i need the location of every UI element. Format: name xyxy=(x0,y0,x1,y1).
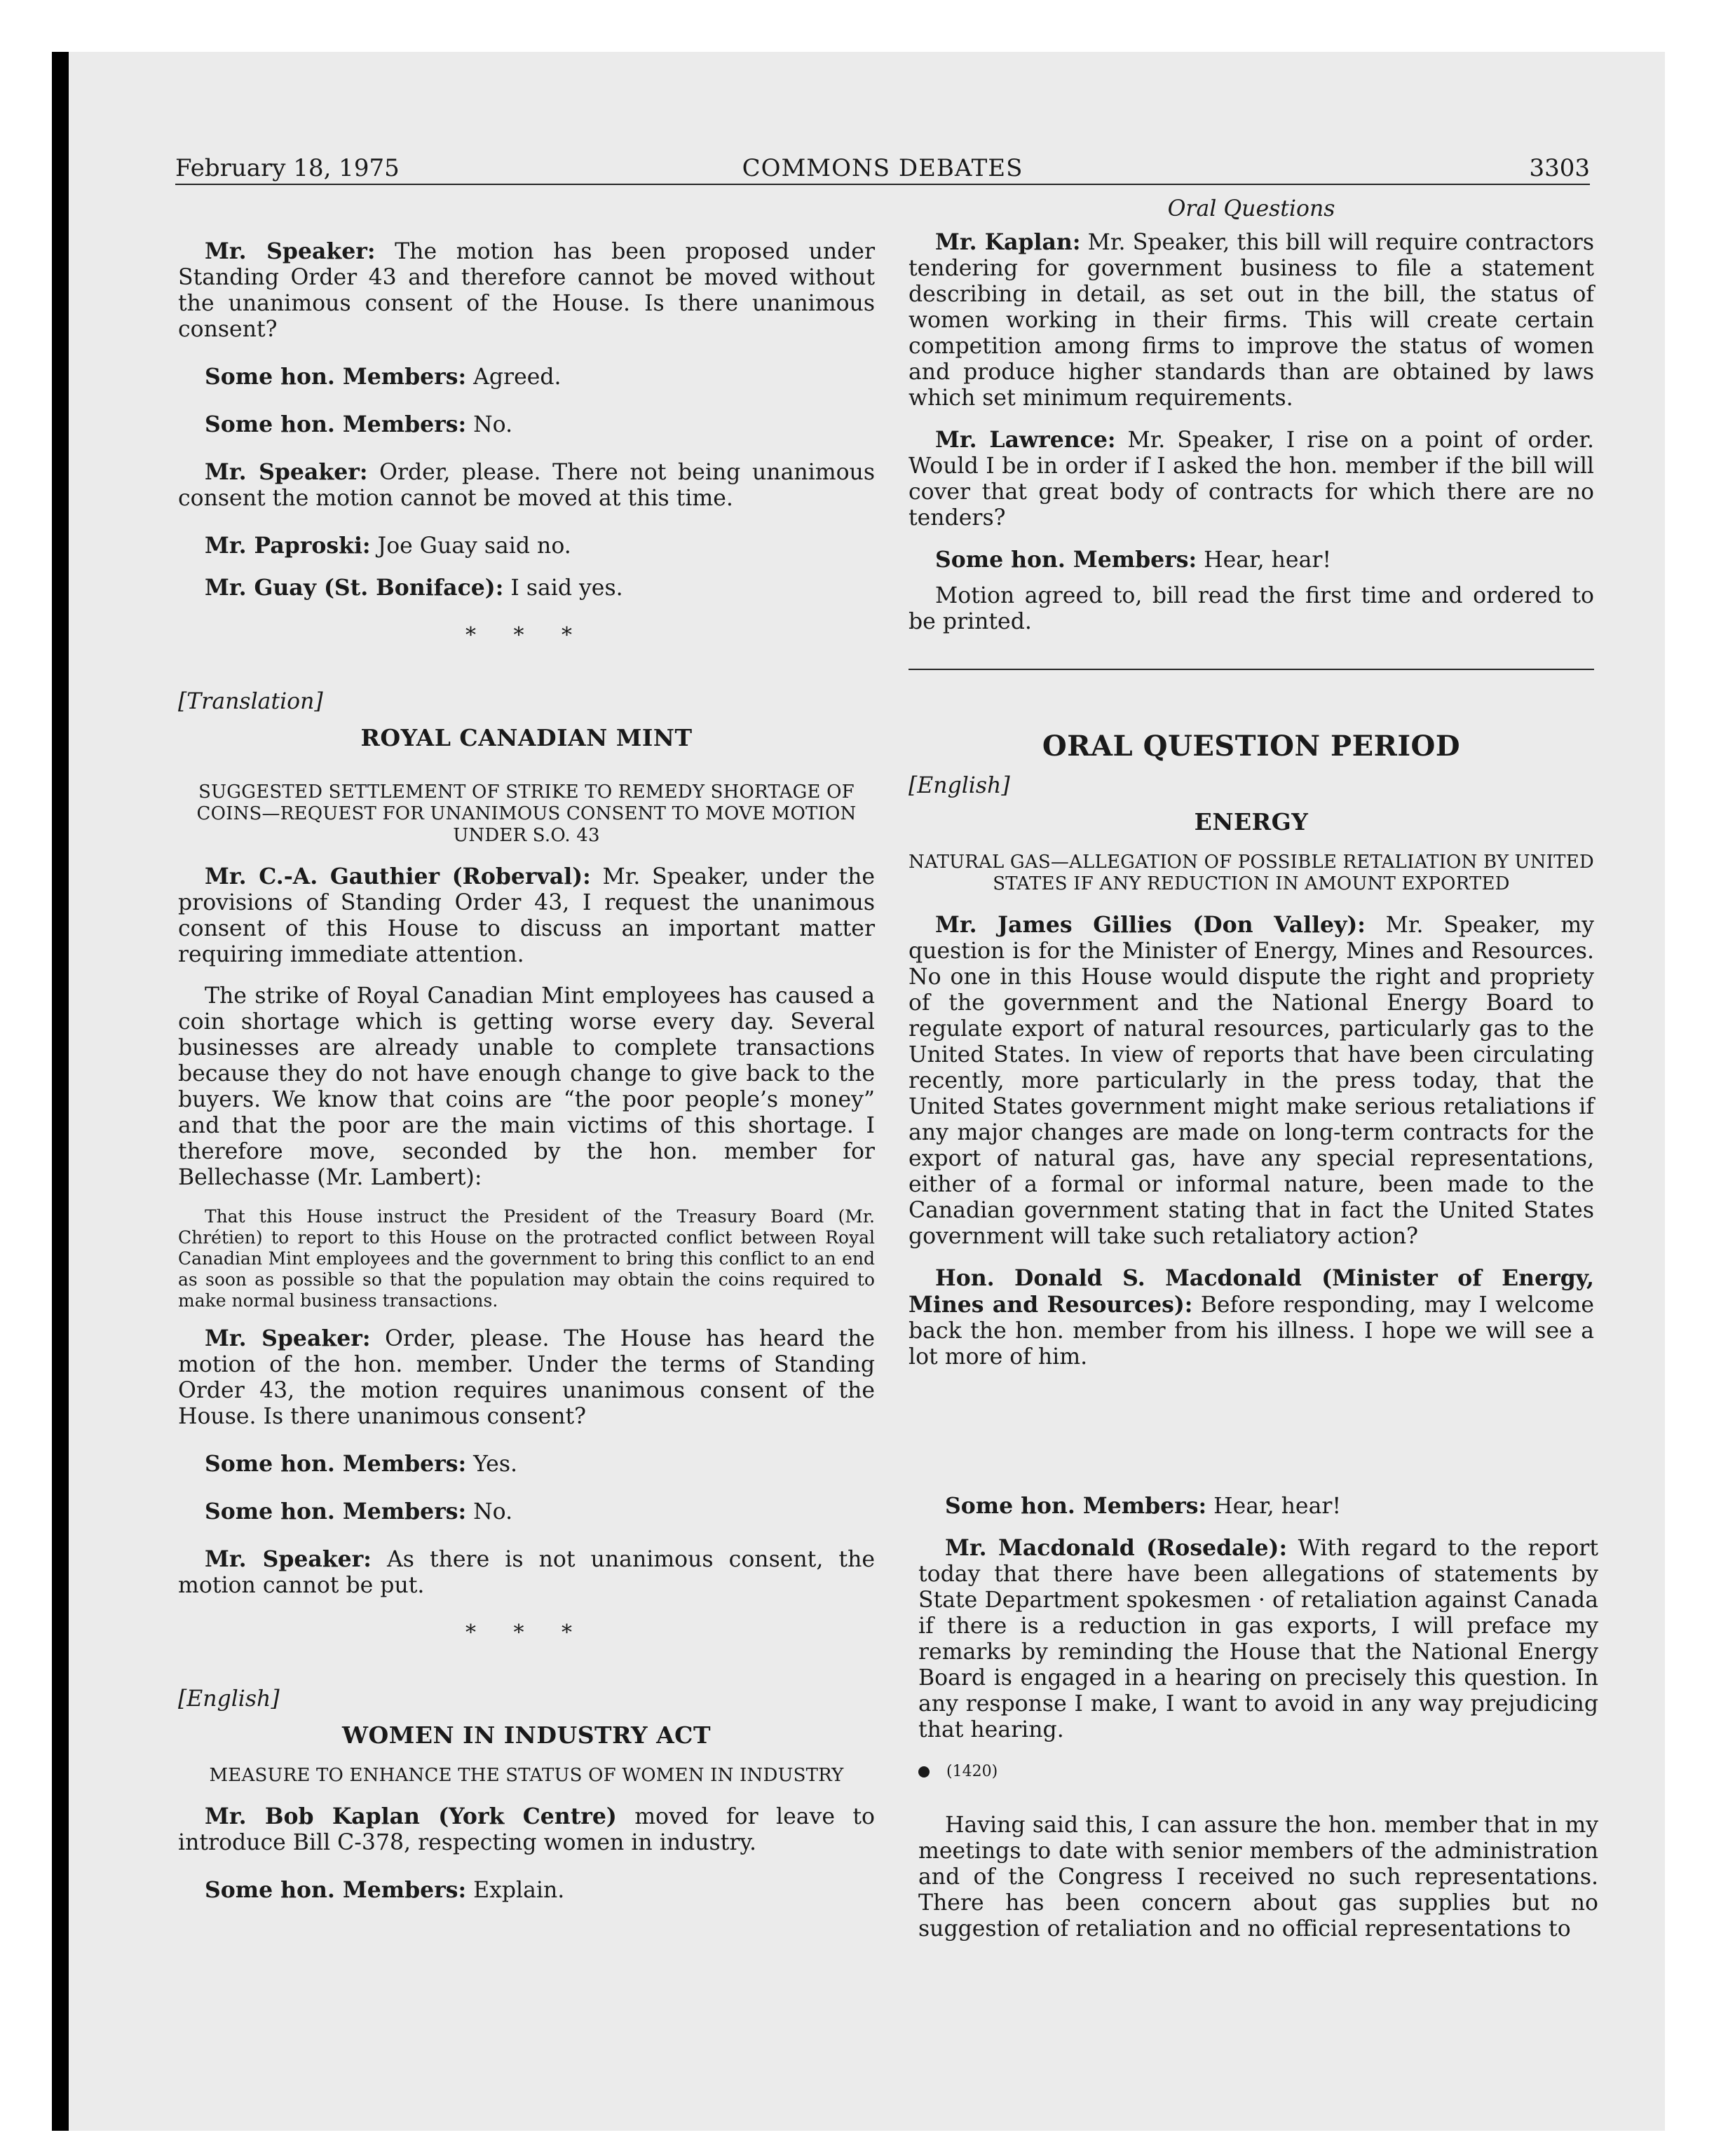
speech-text: No. xyxy=(466,412,513,437)
speech-text: moved for leave to introduce Bill C-378, respecting women in industry. xyxy=(178,1804,875,1855)
section-heading: ENERGY xyxy=(1194,808,1309,835)
speech-text: Yes. xyxy=(466,1452,517,1477)
paragraph xyxy=(918,1535,1598,1743)
section-subheading: NATURAL GAS—ALLEGATION OF POSSIBLE RETALIATION BY UNITED STATES IF ANY REDUCTION IN AMOUNT EXPORTED xyxy=(909,852,1594,894)
speaker-name: Mr. Speaker: xyxy=(205,1546,372,1572)
paragraph: Having said this, I can assure the hon. member that in my meetings to date with senior members of the administration and of the Congress I received no such representations. There has been concern about gas supplies but no suggestion of retaliation and no official representations to xyxy=(918,1813,1598,1942)
page-number: 3303 xyxy=(1529,154,1590,182)
speaker-name: Mr. Lawrence: xyxy=(935,427,1116,453)
speech-text: Mr. Speaker, I rise on a point of order. Would I be in order if I asked the hon. member if the bill will cover that great body of contracts for which there are no tenders? xyxy=(909,428,1594,531)
paragraph: The strike of Royal Canadian Mint employees has caused a coin shortage which is getting worse every day. Several businesses are already unable to complete transactions because they do not have enough change to give back to the buyers. We know that coins are “the poor people’s money” and that the poor are the main victims of this shortage. I therefore move, seconded by the hon. member for Bellechasse (Mr. Lambert): xyxy=(178,983,875,1190)
speech-text: Mr. Speaker, my question is for the Minister of Energy, Mines and Resources. No one in this House would dispute the right and propriety of the government and the National Energy Board to regulate export of natural resources, particularly gas to the United States. In view of reports that have been circulating recently, more particularly in the press today, that the United States government might make serious retaliations if any major changes are made on long-term contracts for the export of natural gas, have any special representations, either of a formal or informal nature, been made to the Canadian government stating that in fact the United States government will take such retaliatory action? xyxy=(909,913,1594,1249)
paragraph xyxy=(178,1325,875,1430)
speech-text: Joe Guay said no. xyxy=(370,533,571,559)
speech-text: Agreed. xyxy=(466,364,562,390)
section-subheading: MEASURE TO ENHANCE THE STATUS OF WOMEN IN INDUSTRY xyxy=(209,1765,844,1786)
page-header xyxy=(175,147,1590,186)
speech-text: Hear, hear! xyxy=(1197,547,1332,573)
speech-text: As there is not unanimous consent, the motion cannot be put. xyxy=(178,1547,875,1598)
speaker-name: Mr. C.-A. Gauthier (Roberval): xyxy=(205,864,591,889)
paragraph xyxy=(909,229,1594,411)
paragraph: Motion agreed to, bill read the first time and ordered to be printed. xyxy=(909,583,1594,634)
language-tag: [Translation] xyxy=(178,689,323,714)
paragraph xyxy=(178,864,875,968)
speech-text: Order, please. The House has heard the motion of the hon. member. Under the terms of Standing Order 43, the motion requires unanimous consent of the House. Is there unanimous consent? xyxy=(178,1326,876,1429)
speech-text: Before responding, may I welcome back the hon. member from his illness. I hope we will see a lot more of him. xyxy=(909,1292,1594,1370)
time-marker xyxy=(918,1759,1598,1785)
paragraph xyxy=(909,427,1594,531)
speaker-name: Mr. Guay (St. Boniface): xyxy=(205,575,504,601)
speaker-name: Mr. Macdonald (Rosedale): xyxy=(945,1535,1288,1561)
speaker-name: Mr. Speaker: xyxy=(205,238,376,264)
paragraph xyxy=(918,1493,1598,1520)
speech-text: Mr. Speaker, this bill will require contractors tendering for government business to file a statement describing in detail, as set out in the bill, the status of women working in their firms. This will create certain competition among firms to improve the status of women and produce higher standards than are obtained by laws which set minimum requirements. xyxy=(909,230,1594,411)
section-separator: * * * xyxy=(465,1621,588,1645)
major-heading: ORAL QUESTION PERIOD xyxy=(1042,730,1461,763)
speech-text: With regard to the report today that there have been allegations of statements by State Department spokesmen · of retaliation against Canada if there is a reduction in gas exports, I will preface my remarks by reminding the House that the National Energy Board is engaged in a hearing on precisely this question. In any response I make, I want to avoid in any way prejudicing that hearing. xyxy=(918,1536,1598,1742)
speaker-name: Some hon. Members: xyxy=(205,1877,467,1903)
speaker-name: Mr. Paproski: xyxy=(205,533,371,559)
section-rule xyxy=(909,669,1594,670)
speech-text: Mr. Speaker, under the provisions of Standing Order 43, I request the unanimous consent of this House to discuss an important matter requiring immediate attention. xyxy=(178,864,875,967)
language-tag: [English] xyxy=(178,1686,280,1712)
bullet-icon xyxy=(918,1766,930,1778)
speaker-name: Some hon. Members: xyxy=(205,1499,467,1524)
left-column xyxy=(178,196,875,1919)
speaker-name: Some hon. Members: xyxy=(945,1493,1207,1519)
speech-text: The motion has been proposed under Standing Order 43 and therefore cannot be moved without the unanimous consent of the House. Is there unanimous consent? xyxy=(178,239,876,342)
paragraph xyxy=(178,575,875,601)
paragraph xyxy=(178,1803,875,1856)
speaker-name: Mr. Speaker: xyxy=(205,459,368,485)
paragraph xyxy=(909,547,1594,573)
running-section-title: Oral Questions xyxy=(1167,196,1335,221)
speech-text: Explain. xyxy=(466,1878,565,1903)
paragraph xyxy=(178,1546,875,1599)
paragraph xyxy=(178,364,875,390)
speech-text: Order, please. There not being unanimous consent the motion cannot be moved at this time. xyxy=(178,460,875,511)
speech-text: I said yes. xyxy=(503,575,623,601)
paragraph xyxy=(178,238,875,343)
header-date: February 18, 1975 xyxy=(175,154,400,182)
section-heading: WOMEN IN INDUSTRY ACT xyxy=(342,1721,711,1749)
section-subheading: SUGGESTED SETTLEMENT OF STRIKE TO REMEDY SHORTAGE OF COINS—REQUEST FOR UNANIMOUS CONSENT TO MOVE MOTION UNDER S.O. 43 xyxy=(196,782,857,846)
speaker-name: Some hon. Members: xyxy=(205,411,467,437)
section-heading: ROYAL CANADIAN MINT xyxy=(360,724,693,751)
section-separator: * * * xyxy=(465,623,588,648)
speaker-name: Mr. Kaplan: xyxy=(935,229,1081,255)
paragraph xyxy=(178,1451,875,1478)
header-rule xyxy=(175,184,1590,185)
time-marker-text: (1420) xyxy=(946,1763,998,1780)
paragraph xyxy=(178,1877,875,1904)
speaker-name: Mr. James Gillies (Don Valley): xyxy=(935,912,1366,938)
speaker-name: Mr. Speaker: xyxy=(205,1325,371,1351)
speaker-name: Mr. Bob Kaplan (York Centre) xyxy=(205,1803,617,1829)
paragraph xyxy=(909,912,1594,1250)
speech-text: No. xyxy=(466,1499,513,1524)
speaker-name: Some hon. Members: xyxy=(935,547,1197,573)
scan-edge-bar xyxy=(52,52,69,2131)
speech-text: Hear, hear! xyxy=(1206,1494,1342,1519)
speaker-name: Some hon. Members: xyxy=(205,1451,467,1477)
header-title: COMMONS DEBATES xyxy=(742,154,1023,182)
language-tag: [English] xyxy=(909,773,1010,798)
paragraph xyxy=(178,533,875,559)
paragraph xyxy=(178,411,875,438)
paragraph xyxy=(178,459,875,512)
speaker-name: Hon. Donald S. Macdonald (Minister of Energy, Mines and Resources): xyxy=(909,1265,1594,1318)
right-column xyxy=(909,196,1594,1386)
motion-quote: That this House instruct the President of the Treasury Board (Mr. Chrétien) to report to this House on the protracted conflict between Royal Canadian Mint employees and the government to bring this conflict to an end as soon as possible so that the population may obtain the coins required to make normal business transactions. xyxy=(178,1206,875,1311)
right-column-lower xyxy=(918,1493,1598,1958)
paragraph xyxy=(178,1499,875,1525)
speaker-name: Some hon. Members: xyxy=(205,364,467,390)
paragraph xyxy=(909,1265,1594,1370)
